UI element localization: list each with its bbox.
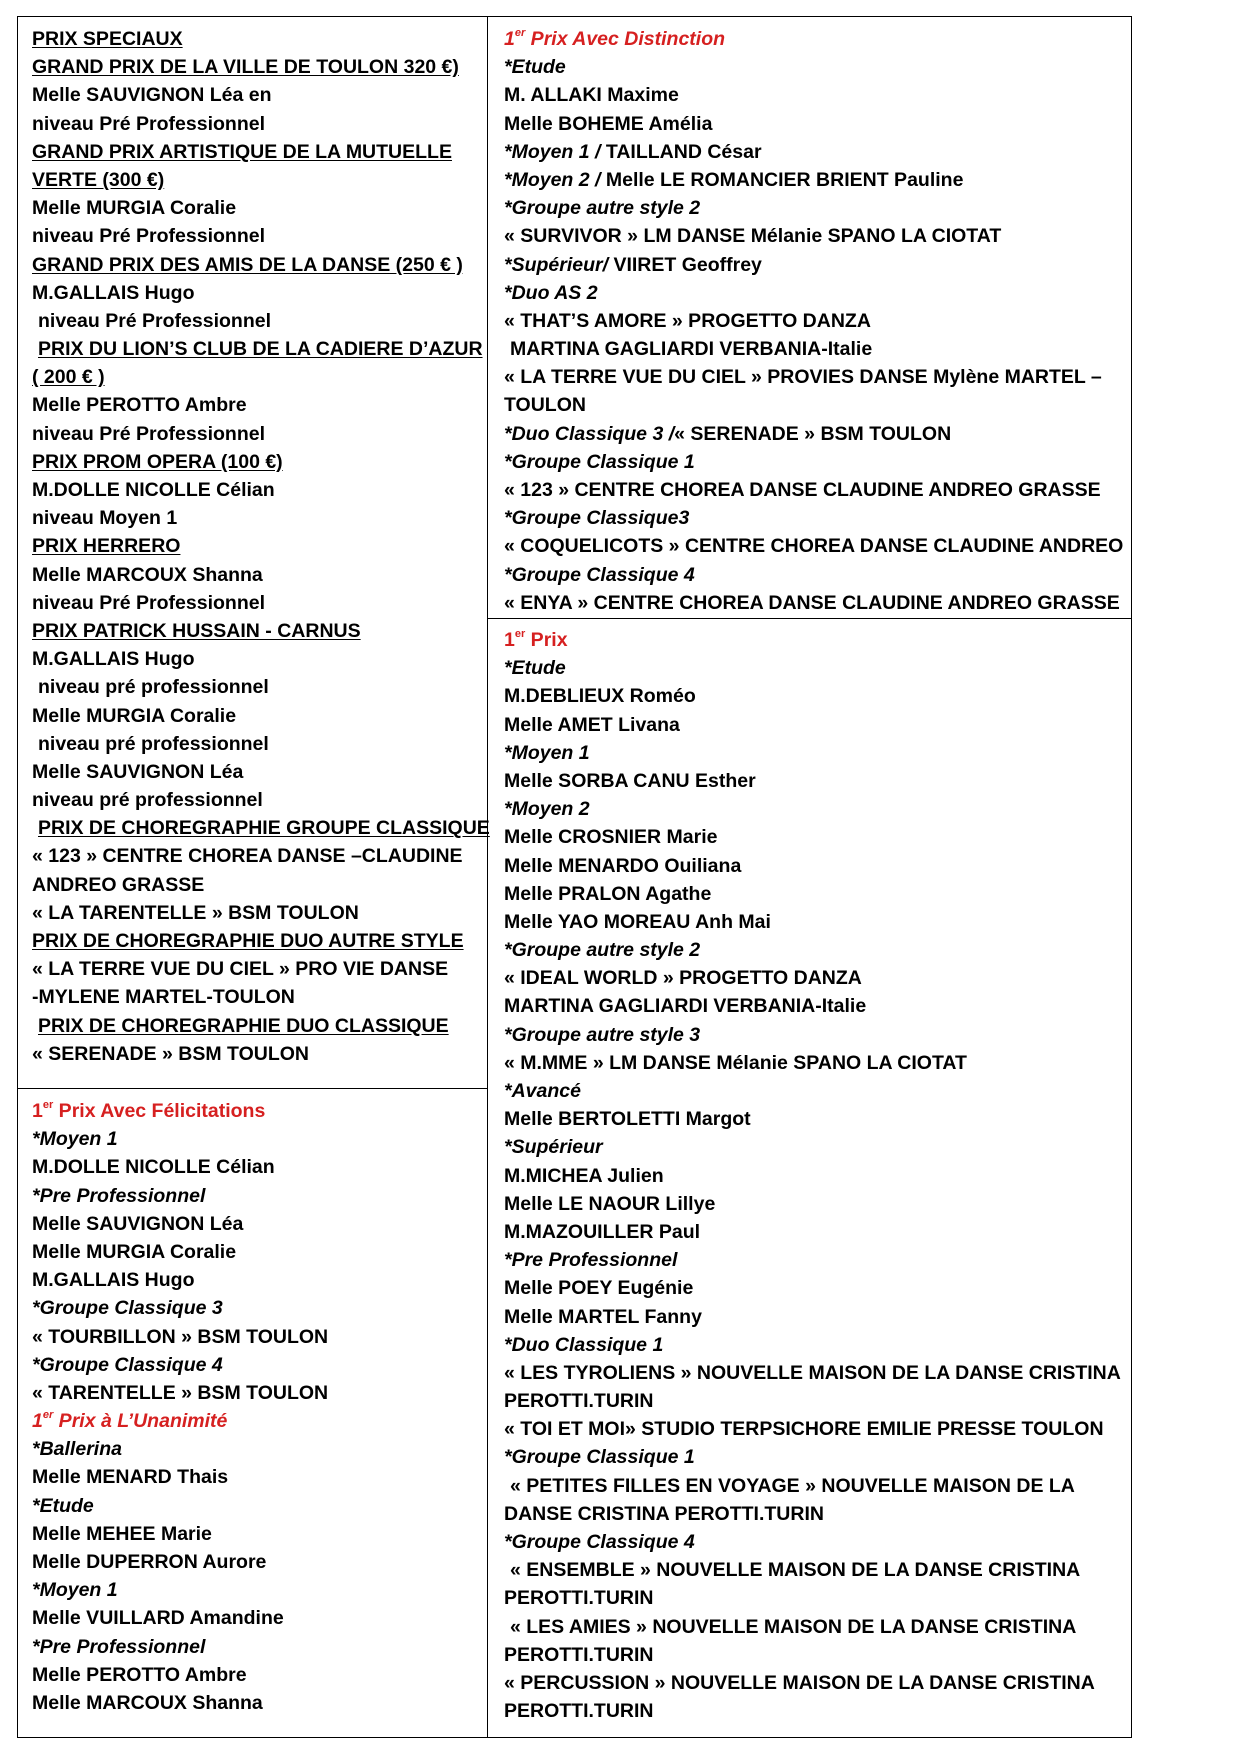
entry-line: [504, 1669, 1124, 1697]
entry-line: [32, 222, 482, 250]
category-label: [504, 561, 1124, 589]
line-text: PRIX DE CHOREGRAPHIE DUO AUTRE STYLE: [32, 930, 464, 952]
line-text: « ENYA » CENTRE CHOREA DANSE CLAUDINE ANDREO GRASSE: [504, 591, 1120, 614]
entry-line: [504, 1472, 1124, 1500]
ordinal-number: 1: [32, 1100, 43, 1122]
line-text: Melle DUPERRON Aurore: [32, 1551, 267, 1573]
line-text: PRIX HERRERO: [32, 535, 181, 558]
category-label: [504, 279, 1124, 307]
line-text: *Groupe Classique 3: [32, 1297, 223, 1320]
line-text: *Groupe Classique 1: [504, 1446, 695, 1469]
entry-line: [504, 589, 1124, 617]
entry-line: [504, 1500, 1124, 1528]
entry-line: [32, 1238, 482, 1266]
line-text: « ENSEMBLE » NOUVELLE MAISON DE LA DANSE CRISTINA: [510, 1559, 1081, 1582]
cell-premier-prix: [504, 626, 1124, 1725]
category-label-text: *Duo Classique 3 /: [504, 422, 675, 445]
prize-heading: [32, 1097, 482, 1125]
ordinal-number: 1: [32, 1410, 43, 1433]
line-text: *Etude: [504, 56, 566, 79]
line-text: PRIX DE CHOREGRAPHIE DUO CLASSIQUE: [38, 1014, 449, 1037]
ordinal-suffix: er: [42, 1099, 54, 1111]
line-text: *Pre Professionnel: [504, 1249, 678, 1272]
entry-line: [32, 955, 482, 983]
line-text: PRIX DE CHOREGRAPHIE GROUPE CLASSIQUE: [38, 817, 490, 840]
entry-line: [32, 476, 482, 504]
line-text: Melle PRALON Agathe: [504, 882, 712, 905]
entry-line: [504, 222, 1124, 250]
line-text: VERTE (300 €): [32, 168, 165, 191]
line-text: *Duo Classique 1: [504, 1333, 664, 1356]
prize-title: [32, 363, 482, 391]
entry-line: [32, 899, 482, 927]
line-text: M.DOLLE NICOLLE Célian: [32, 479, 275, 501]
line-text: niveau Moyen 1: [32, 507, 178, 530]
prize-heading: [504, 626, 1124, 654]
prize-title: [32, 1012, 482, 1040]
line-text: Melle POEY Eugénie: [504, 1277, 694, 1300]
prize-title: [32, 617, 482, 645]
entry-line: [32, 307, 482, 335]
line-text: M. ALLAKI Maxime: [504, 84, 679, 107]
entry-line: [32, 983, 482, 1011]
category-label: [504, 1331, 1124, 1359]
line-text: *Groupe Classique 4: [504, 1531, 695, 1553]
prize-title: [32, 138, 482, 166]
entry-text: TAILLAND César: [605, 140, 762, 163]
category-label: [32, 1435, 482, 1463]
entry-line: [504, 1359, 1124, 1387]
line-text: MARTINA GAGLIARDI VERBANIA-Italie: [504, 995, 867, 1018]
category-label: [504, 1077, 1124, 1105]
cell-premier-prix-felicitations: [32, 1097, 482, 1717]
category-label: [504, 194, 1124, 222]
category-label: [32, 1125, 482, 1153]
category-label: [504, 504, 1124, 532]
entry-line: [504, 1274, 1124, 1302]
line-text: « LES AMIES » NOUVELLE MAISON DE LA DANSE CRISTINA: [510, 1615, 1077, 1638]
category-label-text: *Moyen 2 /: [504, 168, 606, 191]
line-text: Melle MENARD Thais: [32, 1466, 229, 1489]
line-text: « LA TERRE VUE DU CIEL » PRO VIE DANSE: [32, 958, 449, 981]
prize-title: [32, 53, 482, 81]
entry-line: [32, 420, 482, 448]
line-text: *Groupe Classique 4: [32, 1353, 223, 1376]
line-text: « LA TARENTELLE » BSM TOULON: [32, 901, 359, 924]
category-label: [504, 936, 1124, 964]
entry-line: [504, 1387, 1124, 1415]
line-text: *Groupe Classique3: [504, 507, 690, 530]
line-text: Melle SAUVIGNON Léa en: [32, 84, 272, 107]
line-text: Melle MURGIA Coralie: [32, 1240, 237, 1263]
line-text: Melle SAUVIGNON Léa: [32, 760, 244, 783]
category-label: [32, 1576, 482, 1604]
category-label: [504, 251, 1124, 279]
line-text: PRIX PATRICK HUSSAIN - CARNUS: [32, 619, 361, 642]
line-text: Melle BOHEME Amélia: [504, 112, 713, 135]
entry-line: [504, 1556, 1124, 1584]
entry-line: [32, 1323, 482, 1351]
line-text: niveau Pré Professionnel: [32, 591, 266, 614]
line-text: *Moyen 2: [504, 798, 590, 821]
ordinal-suffix: er: [514, 27, 526, 39]
line-text: M.DOLLE NICOLLE Célian: [32, 1156, 275, 1179]
line-text: *Groupe Classique 4: [504, 563, 695, 586]
entry-line: [32, 279, 482, 307]
heading-text: Prix Avec Félicitations: [53, 1100, 266, 1122]
line-text: « M.MME » LM DANSE Mélanie SPANO LA CIOTAT: [504, 1051, 967, 1074]
line-text: « 123 » CENTRE CHOREA DANSE CLAUDINE ANDREO GRASSE: [504, 479, 1101, 501]
category-label: [32, 1182, 482, 1210]
line-text: GRAND PRIX DE LA VILLE DE TOULON 320 €): [32, 56, 459, 79]
line-text: M.MAZOUILLER Paul: [504, 1220, 701, 1243]
line-text: niveau Pré Professionnel: [32, 225, 266, 248]
line-text: *Avancé: [504, 1080, 581, 1102]
entry-line: [32, 589, 482, 617]
line-text: *Duo AS 2: [504, 281, 598, 304]
line-text: *Groupe autre style 2: [504, 197, 701, 220]
line-text: Melle VUILLARD Amandine: [32, 1607, 284, 1630]
entry-line: [32, 786, 482, 814]
ordinal-number: 1: [504, 28, 515, 50]
line-text: Melle MURGIA Coralie: [32, 197, 237, 220]
entry-text: Melle LE ROMANCIER BRIENT Pauline: [605, 168, 964, 191]
ordinal-suffix: er: [514, 628, 526, 640]
category-label: [504, 138, 1124, 166]
entry-line: [504, 767, 1124, 795]
ordinal-suffix: er: [42, 1409, 54, 1422]
category-label: [504, 166, 1124, 194]
entry-line: [504, 682, 1124, 710]
line-text: M.GALLAIS Hugo: [32, 1269, 195, 1292]
line-text: Melle YAO MOREAU Anh Mai: [504, 910, 771, 933]
entry-line: [504, 908, 1124, 936]
line-text: Melle BERTOLETTI Margot: [504, 1108, 751, 1131]
entry-line: [32, 1661, 482, 1689]
line-text: *Groupe autre style 3: [504, 1023, 701, 1046]
prize-title: [32, 532, 482, 560]
entry-line: [504, 964, 1124, 992]
category-label: [504, 1021, 1124, 1049]
line-text: PEROTTI.TURIN: [504, 1587, 654, 1610]
entry-line: [504, 335, 1124, 363]
prize-title: [32, 814, 490, 842]
category-label: [504, 448, 1124, 476]
line-text: « PETITES FILLES EN VOYAGE » NOUVELLE MAISON DE LA: [510, 1474, 1075, 1497]
line-text: *Moyen 1: [32, 1128, 118, 1151]
entry-line: [504, 391, 1124, 419]
prize-title: [32, 25, 482, 53]
line-text: Melle LE NAOUR Lillye: [504, 1192, 716, 1215]
entry-line: [32, 842, 482, 870]
line-text: « 123 » CENTRE CHOREA DANSE –CLAUDINE: [32, 845, 463, 868]
entry-line: [32, 871, 482, 899]
entry-line: [504, 992, 1124, 1020]
entry-line: [32, 758, 482, 786]
entry-text: « SERENADE » BSM TOULON: [674, 422, 952, 445]
line-text: Melle CROSNIER Marie: [504, 826, 718, 849]
line-text: *Etude: [504, 657, 566, 680]
entry-line: [504, 110, 1124, 138]
entry-line: [32, 504, 482, 532]
entry-line: [32, 194, 482, 222]
category-label-text: *Moyen 1 /: [504, 140, 606, 163]
line-text: « THAT’S AMORE » PROGETTO DANZA: [504, 309, 871, 332]
line-text: Melle MARTEL Fanny: [504, 1305, 702, 1328]
entry-line: [504, 711, 1124, 739]
line-text: PEROTTI.TURIN: [504, 1643, 654, 1666]
prize-title: [32, 251, 482, 279]
entry-text: VIIRET Geoffrey: [613, 253, 762, 276]
line-text: *Moyen 1: [32, 1579, 118, 1602]
category-label: [504, 795, 1124, 823]
heading-text: Prix: [525, 629, 568, 651]
line-text: *Moyen 1: [504, 741, 590, 764]
cell-prix-speciaux: [32, 25, 490, 1068]
line-text: Melle MARCOUX Shanna: [32, 563, 263, 586]
line-text: niveau Pré Professionnel: [32, 422, 266, 445]
entry-line: [32, 110, 482, 138]
line-text: PRIX DU LION’S CLUB DE LA CADIERE D’AZUR: [38, 338, 483, 361]
line-text: PEROTTI.TURIN: [504, 1700, 654, 1723]
entry-line: [504, 1584, 1124, 1612]
row-divider-right: [487, 618, 1132, 619]
entry-line: [32, 1604, 482, 1632]
line-text: TOULON: [504, 394, 586, 417]
line-text: PEROTTI.TURIN: [504, 1390, 654, 1413]
entry-line: [504, 1697, 1124, 1725]
entry-line: [504, 1218, 1124, 1246]
line-text: *Pre Professionnel: [32, 1635, 206, 1658]
line-text: « COQUELICOTS » CENTRE CHOREA DANSE CLAUDINE ANDREO: [504, 535, 1124, 558]
prize-title: [32, 927, 482, 955]
line-text: « TARENTELLE » BSM TOULON: [32, 1381, 329, 1404]
line-text: PRIX SPECIAUX: [32, 28, 183, 50]
prize-heading: [32, 1407, 482, 1435]
prize-title: [32, 335, 482, 363]
heading-text: Prix Avec Distinction: [525, 28, 726, 50]
entry-line: [504, 1303, 1124, 1331]
line-text: GRAND PRIX ARTISTIQUE DE LA MUTUELLE: [32, 140, 452, 163]
column-divider: [487, 16, 488, 1738]
line-text: ( 200 € ): [32, 366, 105, 389]
line-text: ANDREO GRASSE: [32, 873, 205, 896]
entry-line: [504, 880, 1124, 908]
line-text: niveau Pré Professionnel: [38, 309, 272, 332]
prize-heading: [504, 25, 1124, 53]
category-label: [504, 53, 1124, 81]
entry-line: [32, 561, 482, 589]
entry-line: [32, 1379, 482, 1407]
row-divider-left: [17, 1088, 488, 1089]
line-text: Melle SORBA CANU Esther: [504, 769, 756, 792]
entry-line: [32, 730, 482, 758]
entry-line: [504, 1190, 1124, 1218]
entry-line: [504, 1105, 1124, 1133]
line-text: MARTINA GAGLIARDI VERBANIA-Italie: [510, 338, 873, 361]
entry-line: [32, 81, 482, 109]
line-text: Melle MURGIA Coralie: [32, 704, 237, 727]
line-text: M.GALLAIS Hugo: [32, 648, 195, 671]
entry-line: [32, 391, 482, 419]
entry-line: [32, 645, 482, 673]
entry-line: [32, 1463, 482, 1491]
entry-line: [504, 1613, 1124, 1641]
line-text: M.DEBLIEUX Roméo: [504, 685, 696, 708]
category-label: [504, 739, 1124, 767]
line-text: *Groupe autre style 2: [504, 939, 701, 962]
line-text: DANSE CRISTINA PEROTTI.TURIN: [504, 1502, 824, 1525]
line-text: Melle MENARDO Ouiliana: [504, 854, 742, 877]
line-text: GRAND PRIX DES AMIS DE LA DANSE (250 € ): [32, 253, 463, 276]
line-text: M.MICHEA Julien: [504, 1164, 664, 1187]
line-text: *Supérieur: [504, 1136, 603, 1159]
entry-line: [504, 1641, 1124, 1669]
line-text: Melle PEROTTO Ambre: [32, 1663, 247, 1686]
ordinal-number: 1: [504, 629, 515, 651]
category-label: [32, 1294, 482, 1322]
category-label: [32, 1492, 482, 1520]
category-label: [504, 1528, 1124, 1556]
prize-title: [32, 166, 482, 194]
line-text: « SURVIVOR » LM DANSE Mélanie SPANO LA CIOTAT: [504, 225, 1002, 248]
entry-line: [32, 702, 482, 730]
category-label: [504, 1133, 1124, 1161]
entry-line: [504, 823, 1124, 851]
line-text: « IDEAL WORLD » PROGETTO DANZA: [504, 967, 862, 990]
line-text: *Etude: [32, 1494, 94, 1517]
line-text: niveau pré professionnel: [38, 676, 269, 699]
line-text: *Pre Professionnel: [32, 1184, 206, 1207]
category-label-text: *Supérieur/: [504, 253, 614, 276]
entry-line: [504, 81, 1124, 109]
line-text: *Ballerina: [32, 1438, 122, 1461]
entry-line: [504, 532, 1124, 560]
category-label: [504, 1246, 1124, 1274]
line-text: « TOI ET MOI» STUDIO TERPSICHORE EMILIE PRESSE TOULON: [504, 1418, 1104, 1441]
entry-line: [32, 1040, 482, 1068]
entry-line: [32, 1689, 482, 1717]
entry-line: [504, 852, 1124, 880]
line-text: « TOURBILLON » BSM TOULON: [32, 1325, 329, 1348]
category-label: [32, 1351, 482, 1379]
line-text: « LES TYROLIENS » NOUVELLE MAISON DE LA DANSE CRISTINA: [504, 1361, 1121, 1384]
entry-line: [504, 1162, 1124, 1190]
category-label: [504, 420, 1124, 448]
line-text: M.GALLAIS Hugo: [32, 281, 195, 304]
line-text: PRIX PROM OPERA (100 €): [32, 450, 283, 473]
category-label: [504, 654, 1124, 682]
entry-line: [504, 1415, 1124, 1443]
line-text: « LA TERRE VUE DU CIEL » PROVIES DANSE Mylène MARTEL –: [504, 366, 1102, 389]
line-text: « PERCUSSION » NOUVELLE MAISON DE LA DANSE CRISTINA: [504, 1671, 1095, 1694]
line-text: Melle MEHEE Marie: [32, 1522, 212, 1545]
cell-premier-prix-distinction: [504, 25, 1124, 617]
category-label: [32, 1633, 482, 1661]
entry-line: [504, 476, 1124, 504]
line-text: Melle PEROTTO Ambre: [32, 394, 247, 417]
prize-title: [32, 448, 482, 476]
line-text: niveau pré professionnel: [38, 732, 269, 755]
entry-line: [32, 1153, 482, 1181]
entry-line: [32, 1210, 482, 1238]
entry-line: [504, 307, 1124, 335]
heading-text: Prix à L’Unanimité: [53, 1410, 228, 1433]
entry-line: [504, 363, 1124, 391]
entry-line: [32, 1520, 482, 1548]
line-text: niveau Pré Professionnel: [32, 112, 266, 135]
category-label: [504, 1443, 1124, 1471]
line-text: *Groupe Classique 1: [504, 450, 695, 473]
entry-line: [32, 1548, 482, 1576]
line-text: Melle SAUVIGNON Léa: [32, 1212, 244, 1235]
line-text: Melle MARCOUX Shanna: [32, 1691, 263, 1714]
entry-line: [32, 673, 482, 701]
line-text: -MYLENE MARTEL-TOULON: [32, 986, 295, 1009]
entry-line: [504, 1049, 1124, 1077]
line-text: Melle AMET Livana: [504, 713, 680, 736]
line-text: « SERENADE » BSM TOULON: [32, 1042, 310, 1065]
entry-line: [32, 1266, 482, 1294]
line-text: niveau pré professionnel: [32, 789, 263, 812]
